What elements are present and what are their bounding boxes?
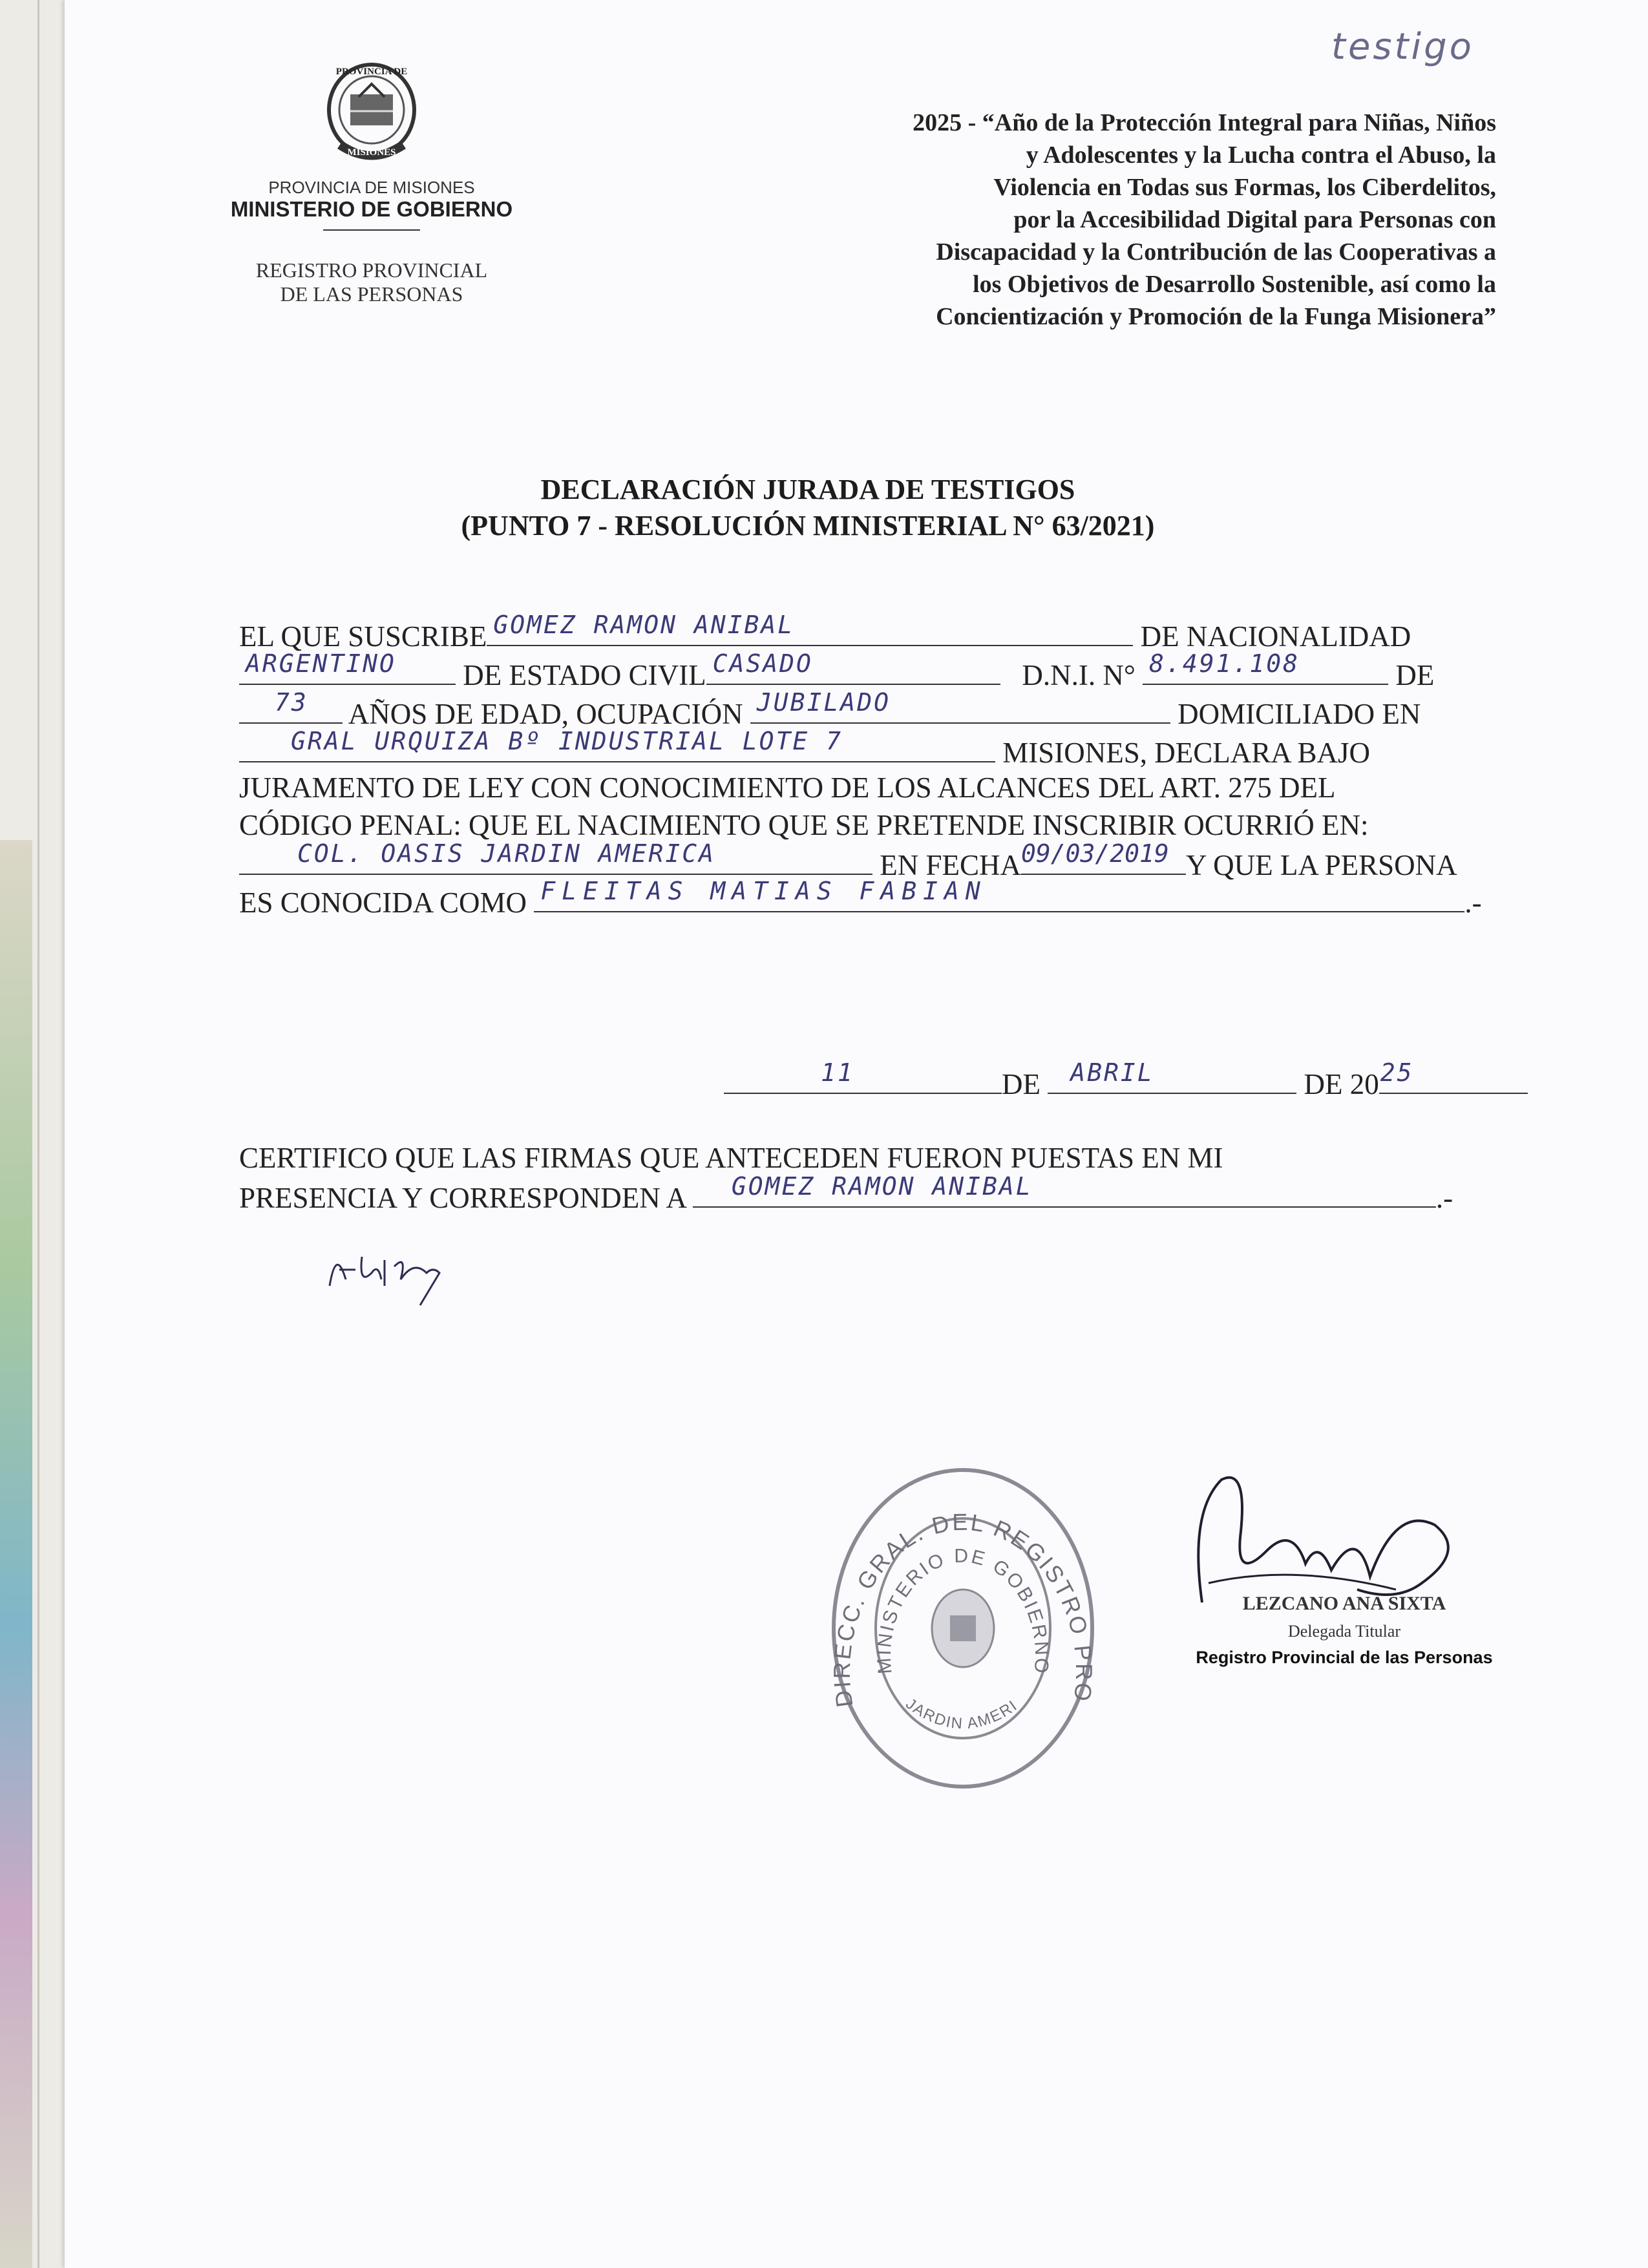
field-dni-value: 8.491.108: [1149, 649, 1300, 678]
field-year-value: 25: [1380, 1058, 1414, 1087]
label-persona: Y QUE LA PERSONA: [1186, 849, 1457, 881]
field-birth-date: [1021, 839, 1186, 875]
form-line-8: [239, 877, 1482, 921]
field-civil-status: [706, 649, 1000, 685]
field-day-value: 11: [821, 1058, 854, 1087]
line-end-mark: .-: [1435, 1182, 1453, 1214]
field-age: [239, 688, 343, 724]
document-title: [323, 472, 1293, 544]
form-line-5: JURAMENTO DE LEY CON CONOCIMIENTO DE LOS ALCANCES DEL ART. 275 DEL: [239, 772, 1336, 804]
field-occupation: [750, 688, 1170, 724]
field-month: [1048, 1058, 1296, 1094]
province-name: PROVINCIA DE MISIONES: [268, 178, 475, 197]
field-known-as-value: FLEITAS MATIAS FABIAN: [540, 877, 987, 905]
field-name-value: GOMEZ RAMON ANIBAL: [493, 611, 795, 639]
label-dni: D.N.I. N°: [1022, 659, 1136, 691]
scan-edge-artifact: [0, 840, 32, 2268]
corner-annotation: testigo: [1331, 26, 1474, 68]
official-stamp: [827, 1460, 1099, 1796]
witness-signature: [323, 1234, 465, 1312]
registry-line-1: REGISTRO PROVINCIAL: [255, 258, 488, 282]
official-office: Registro Provincial de las Personas: [1196, 1648, 1493, 1667]
quote-line: por la Accesibilidad Digital para Personas con: [1013, 206, 1496, 233]
logo-arc-text: PROVINCIA DE: [335, 67, 408, 77]
line-end-mark: .-: [1464, 887, 1482, 919]
certify-line-1: CERTIFICO QUE LAS FIRMAS QUE ANTECEDEN FUERON PUESTAS EN MI: [239, 1142, 1223, 1174]
quote-line: y Adolescentes y la Lucha contra el Abuso, la: [1026, 142, 1496, 169]
stamp-inner-text: MINISTERIO DE GOBIERNO: [873, 1545, 1053, 1676]
field-witness-value: GOMEZ RAMON ANIBAL: [731, 1172, 1033, 1201]
field-year: [1379, 1058, 1528, 1094]
ministry-name: MINISTERIO DE GOBIERNO: [230, 197, 513, 221]
field-birth-date-value: 09/03/2019: [1021, 839, 1169, 868]
label-edad-ocupacion: AÑOS DE EDAD, OCUPACIÓN: [348, 698, 743, 730]
field-birth-place-value: COL. OASIS JARDIN AMERICA: [297, 839, 715, 868]
quote-line: 2025 - “Año de la Protección Integral para Niñas, Niños: [913, 109, 1496, 136]
label-conocida-como: ES CONOCIDA COMO: [239, 887, 527, 919]
field-address: [239, 727, 995, 762]
field-nationality: [239, 649, 456, 685]
official-name: LEZCANO ANA SIXTA: [1242, 1593, 1446, 1614]
official-role: Delegada Titular: [1287, 1622, 1401, 1641]
quote-line: los Objetivos de Desarrollo Sostenible, así como la: [973, 271, 1496, 298]
field-occupation-value: JUBILADO: [756, 688, 891, 717]
svg-text:DIRECC. GRAL. DEL REGISTRO PRO: [827, 1460, 1097, 1709]
label-misiones-declara: MISIONES, DECLARA BAJO: [1002, 737, 1371, 769]
form-line-4: [239, 727, 1371, 772]
label-domiciliado: DOMICILIADO EN: [1178, 698, 1421, 730]
stamp-outer-text: DIRECC. GRAL. DEL REGISTRO PRO: [828, 1508, 1098, 1709]
field-address-value: GRAL URQUIZA Bº INDUSTRIAL LOTE 7: [291, 727, 843, 755]
label-de-2: DE 20: [1304, 1068, 1379, 1100]
province-shield-icon: [323, 58, 420, 168]
quote-line: Violencia en Todas sus Formas, los Ciberdelitos,: [993, 174, 1496, 201]
field-dni: [1143, 649, 1388, 685]
certify-line-2: [239, 1172, 1453, 1217]
label-estado-civil: DE ESTADO CIVIL: [463, 659, 706, 691]
field-nationality-value: ARGENTINO: [246, 649, 396, 678]
field-witness: [693, 1172, 1436, 1208]
registry-line-2: DE LAS PERSONAS: [280, 282, 463, 306]
field-civil-status-value: CASADO: [712, 649, 813, 678]
form-line-6: CÓDIGO PENAL: QUE EL NACIMIENTO QUE SE PRETENDE INSCRIBIR OCURRIÓ EN:: [239, 809, 1369, 841]
document-page: [65, 0, 1648, 2268]
logo-divider: [323, 229, 420, 231]
label-suscribe: EL QUE SUSCRIBE: [239, 620, 487, 653]
logo-band-text: MISIONES: [347, 147, 396, 158]
label-corresponden: PRESENCIA Y CORRESPONDEN A: [239, 1182, 686, 1214]
label-de-1: DE: [1002, 1068, 1041, 1100]
province-logo: [323, 58, 420, 168]
date-line: [724, 1058, 1528, 1103]
field-birth-place: [239, 839, 872, 875]
field-known-as: [534, 877, 1464, 912]
title-line-1: DECLARACIÓN JURADA DE TESTIGOS: [540, 474, 1075, 505]
label-nacionalidad: DE NACIONALIDAD: [1140, 620, 1411, 653]
field-age-value: 73: [275, 688, 308, 717]
label-de: DE: [1395, 659, 1435, 691]
quote-line: Discapacidad y la Contribución de las Cooperativas a: [936, 238, 1496, 266]
quote-line: Concientización y Promoción de la Funga Misionera”: [936, 303, 1496, 330]
title-line-2: (PUNTO 7 - RESOLUCIÓN MINISTERIAL N° 63/2021): [461, 510, 1155, 541]
label-fecha: EN FECHA: [880, 849, 1022, 881]
stamp-seal-icon: [827, 1460, 1099, 1796]
field-day: [724, 1058, 1002, 1094]
scan-edge-line: [37, 0, 39, 2268]
field-name: [487, 611, 1133, 646]
header-quote: [679, 107, 1496, 333]
stamp-bottom-text: JARDIN AMERI: [902, 1695, 1021, 1733]
field-month-value: ABRIL: [1070, 1058, 1154, 1087]
